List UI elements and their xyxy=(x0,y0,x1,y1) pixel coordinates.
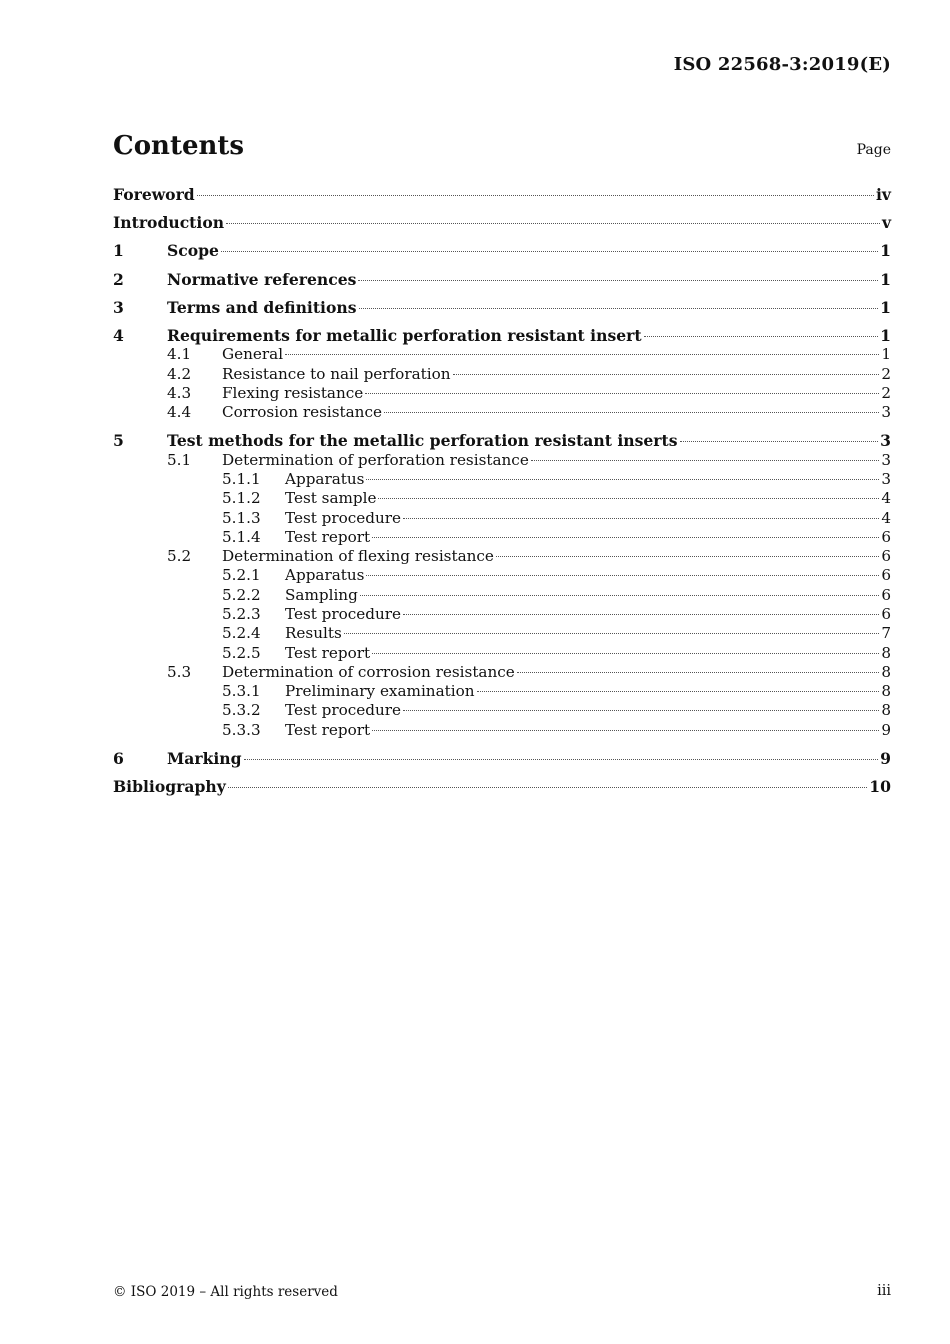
toc-entry-label[interactable]: Requirements for metallic perforation resistant insert xyxy=(167,325,642,345)
toc-entry-label[interactable]: Marking xyxy=(167,748,242,768)
toc-leader-dots xyxy=(285,354,879,355)
toc-leader-dots xyxy=(372,653,879,654)
toc-leader-dots xyxy=(228,787,868,788)
toc-entry-page[interactable]: 8 xyxy=(881,643,891,662)
toc-entry-label[interactable]: Flexing resistance xyxy=(222,383,364,402)
toc-entry[interactable] xyxy=(113,547,891,566)
toc-entry-page[interactable]: 3 xyxy=(880,431,891,451)
page-column-label: Page xyxy=(856,142,891,158)
toc-entry-page[interactable]: 8 xyxy=(881,682,891,701)
toc-leader-dots xyxy=(359,308,879,309)
toc-leader-dots xyxy=(453,374,880,375)
toc-entry-number: 4.1 xyxy=(167,345,192,364)
toc-leader-dots xyxy=(378,498,879,499)
toc-entry[interactable] xyxy=(113,749,891,768)
toc-entry-page[interactable]: 7 xyxy=(881,624,891,643)
toc-entry-number: 5.2 xyxy=(167,547,192,566)
toc-leader-dots xyxy=(372,537,879,538)
toc-leader-dots xyxy=(372,730,879,731)
toc-entry-number: 4.3 xyxy=(167,383,192,402)
toc-entry-number: 5.3.1 xyxy=(222,682,261,701)
toc-entry-label[interactable]: Bibliography xyxy=(113,777,226,797)
toc-entry[interactable] xyxy=(113,624,891,643)
toc-entry-page[interactable]: 6 xyxy=(881,527,891,546)
toc-entry-label[interactable]: Test sample xyxy=(285,489,377,508)
toc-leader-dots xyxy=(365,393,879,394)
toc-entry[interactable] xyxy=(113,470,891,489)
toc-entry[interactable] xyxy=(113,403,891,422)
toc-leader-dots xyxy=(496,556,879,557)
page-title: Contents xyxy=(113,131,245,161)
toc-entry-number: 4.2 xyxy=(167,364,192,383)
toc-entry[interactable] xyxy=(113,365,891,384)
toc-entry-number: 5.3.2 xyxy=(222,701,261,720)
toc-entry-page[interactable]: 9 xyxy=(880,748,891,768)
toc-entry[interactable] xyxy=(113,213,891,232)
toc-leader-dots xyxy=(531,460,880,461)
toc-leader-dots xyxy=(197,195,874,196)
toc-leader-dots xyxy=(403,518,879,519)
toc-leader-dots xyxy=(517,672,880,673)
toc-entry-number: 4.4 xyxy=(167,403,192,422)
toc-entry[interactable] xyxy=(113,586,891,605)
toc-entry-label[interactable]: Terms and definitions xyxy=(167,297,357,317)
toc-leader-dots xyxy=(644,336,879,337)
toc-entry-page[interactable]: 1 xyxy=(880,241,891,261)
toc-entry[interactable] xyxy=(113,682,891,701)
toc-entry-page[interactable]: 9 xyxy=(881,720,891,739)
toc-entry[interactable] xyxy=(113,298,891,317)
toc-entry-number: 5.1.1 xyxy=(222,469,261,488)
toc-leader-dots xyxy=(360,595,880,596)
toc-entry-label[interactable]: Apparatus xyxy=(285,566,365,585)
toc-entry-page[interactable]: 2 xyxy=(881,383,891,402)
toc-entry-label[interactable]: Determination of perforation resistance xyxy=(222,450,529,469)
toc-entry[interactable] xyxy=(113,431,891,450)
toc-entry-page[interactable]: 10 xyxy=(869,777,891,797)
toc-entry[interactable] xyxy=(113,644,891,663)
toc-entry-page[interactable]: 8 xyxy=(881,662,891,681)
toc-entry-number: 5.3 xyxy=(167,662,192,681)
toc-entry[interactable] xyxy=(113,566,891,585)
toc-leader-dots xyxy=(366,479,879,480)
toc-entry-number: 5.1.4 xyxy=(222,527,261,546)
toc-entry-number: 4 xyxy=(113,325,124,345)
toc-leader-dots xyxy=(680,441,879,442)
toc-entry-number: 1 xyxy=(113,241,124,261)
toc-entry-label[interactable]: Normative references xyxy=(167,269,357,289)
toc-entry-page[interactable]: 1 xyxy=(880,325,891,345)
toc-entry[interactable] xyxy=(113,451,891,470)
toc-entry-number: 5.2.4 xyxy=(222,624,261,643)
toc-entry-number: 5.3.3 xyxy=(222,720,261,739)
toc-entry-number: 5 xyxy=(113,431,124,451)
toc-entry-page[interactable]: 1 xyxy=(880,269,891,289)
toc-entry-number: 2 xyxy=(113,269,124,289)
toc-entry[interactable] xyxy=(113,384,891,403)
toc-leader-dots xyxy=(384,412,879,413)
toc-entry-label[interactable]: Determination of flexing resistance xyxy=(222,547,494,566)
toc-entry-page[interactable]: v xyxy=(881,213,891,233)
toc-entry-label[interactable]: Test methods for the metallic perforation resistant inserts xyxy=(167,431,678,451)
toc-leader-dots xyxy=(366,575,879,576)
toc-entry-label[interactable]: Preliminary examination xyxy=(285,682,475,701)
toc-entry-number: 5.2.2 xyxy=(222,585,261,604)
toc-entry[interactable] xyxy=(113,270,891,289)
toc-entry-label[interactable]: Introduction xyxy=(113,213,225,233)
toc-leader-dots xyxy=(477,691,880,692)
toc-entry-page[interactable]: 4 xyxy=(881,508,891,527)
toc-entry-number: 5.1 xyxy=(167,450,192,469)
toc-entry-label[interactable]: Test procedure xyxy=(285,508,402,527)
toc-entry[interactable] xyxy=(113,605,891,624)
toc-entry-number: 5.2.3 xyxy=(222,604,261,623)
toc-entry-label[interactable]: Scope xyxy=(167,241,219,261)
toc-entry[interactable] xyxy=(113,509,891,528)
toc-entry[interactable] xyxy=(113,701,891,720)
footer-page-number: iii xyxy=(877,1283,891,1299)
toc-entry-label[interactable]: Test report xyxy=(285,720,371,739)
toc-entry-label[interactable]: Apparatus xyxy=(285,469,365,488)
toc-entry-page[interactable]: 1 xyxy=(880,297,891,317)
toc-entry-number: 3 xyxy=(113,297,124,317)
toc-entry-label[interactable]: Test report xyxy=(285,643,371,662)
toc-leader-dots xyxy=(221,251,878,252)
toc-entry-page[interactable]: 8 xyxy=(881,701,891,720)
toc-entry-number: 5.2.5 xyxy=(222,643,261,662)
toc-leader-dots xyxy=(226,223,880,224)
toc-entry-label[interactable]: Determination of corrosion resistance xyxy=(222,662,515,681)
toc-entry-number: 6 xyxy=(113,748,124,768)
toc-entry-number: 5.1.3 xyxy=(222,508,261,527)
toc-entry-page[interactable]: 6 xyxy=(881,604,891,623)
toc-entry-label[interactable]: Foreword xyxy=(113,185,195,204)
toc-entry-label[interactable]: Resistance to nail perforation xyxy=(222,364,451,383)
toc-entry-page[interactable]: iv xyxy=(876,185,891,204)
toc-entry-page[interactable]: 3 xyxy=(881,450,891,469)
table-of-contents xyxy=(113,185,891,796)
toc-entry-label[interactable]: Results xyxy=(285,624,342,643)
footer-copyright: © ISO 2019 – All rights reserved xyxy=(113,1284,338,1300)
toc-entry-page[interactable]: 4 xyxy=(881,489,891,508)
toc-entry[interactable] xyxy=(113,489,891,508)
toc-entry-label[interactable]: Corrosion resistance xyxy=(222,403,382,422)
toc-entry-page[interactable]: 6 xyxy=(881,585,891,604)
toc-entry-page[interactable]: 3 xyxy=(881,403,891,422)
toc-leader-dots xyxy=(403,614,879,615)
toc-entry[interactable] xyxy=(113,326,891,345)
toc-entry-label[interactable]: Sampling xyxy=(285,585,358,604)
toc-entry[interactable] xyxy=(113,241,891,260)
toc-leader-dots xyxy=(403,710,879,711)
toc-leader-dots xyxy=(244,759,879,760)
toc-entry[interactable] xyxy=(113,777,891,796)
toc-entry-label[interactable]: Test procedure xyxy=(285,701,402,720)
toc-entry-number: 5.2.1 xyxy=(222,566,261,585)
toc-entry-label[interactable]: Test procedure xyxy=(285,604,402,623)
toc-entry-page[interactable]: 2 xyxy=(881,364,891,383)
toc-entry-page[interactable]: 3 xyxy=(881,469,891,488)
toc-entry[interactable] xyxy=(113,721,891,740)
toc-entry-number: 5.1.2 xyxy=(222,489,261,508)
toc-leader-dots xyxy=(358,280,878,281)
toc-entry-page[interactable]: 1 xyxy=(881,345,891,364)
toc-entry[interactable] xyxy=(113,185,891,204)
toc-entry-label[interactable]: General xyxy=(222,345,284,364)
toc-entry[interactable] xyxy=(113,345,891,364)
toc-leader-dots xyxy=(344,633,880,634)
toc-entry-page[interactable]: 6 xyxy=(881,566,891,585)
toc-entry[interactable] xyxy=(113,528,891,547)
toc-entry-page[interactable]: 6 xyxy=(881,547,891,566)
toc-entry[interactable] xyxy=(113,663,891,682)
toc-entry-label[interactable]: Test report xyxy=(285,527,371,546)
document-id: ISO 22568-3:2019(E) xyxy=(673,54,891,75)
